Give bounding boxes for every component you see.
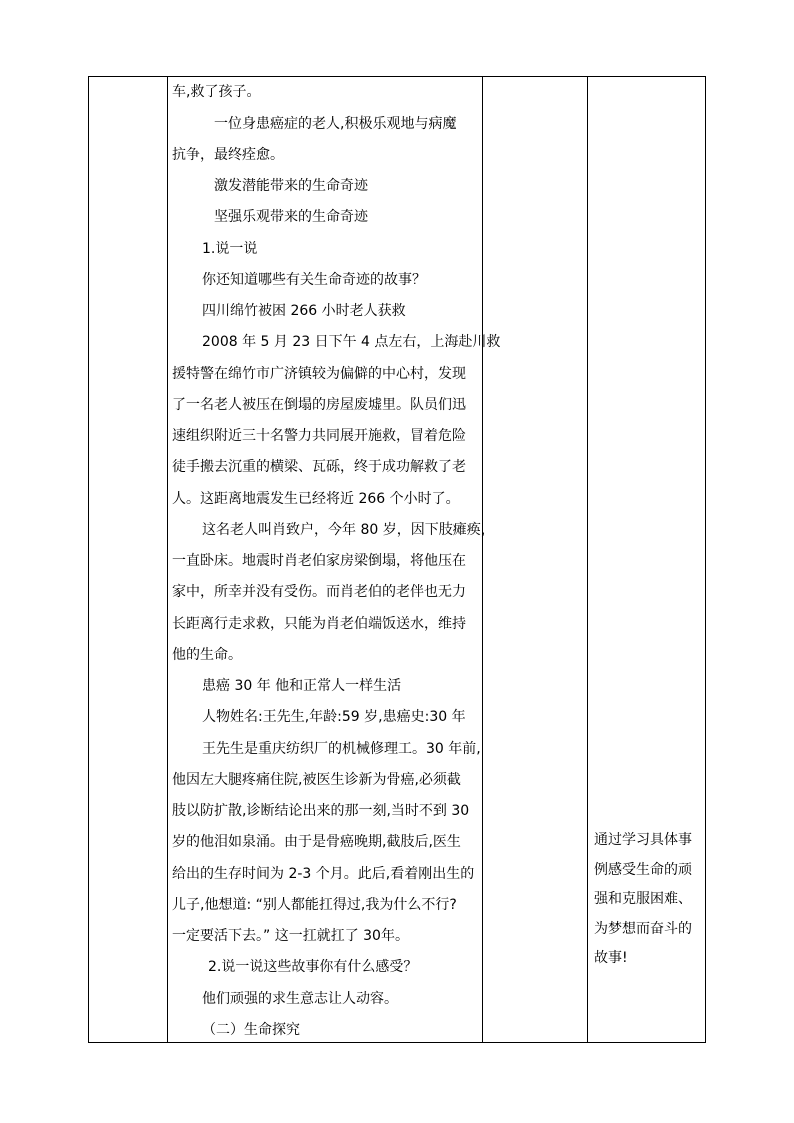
content-line: 速组织附近三十名警力共同展开施救，冒着危险 (172, 428, 466, 444)
content-line: 给出的生存时间为 2-3 个月。此后,看着刚出生的 (172, 866, 475, 882)
table-divider (587, 76, 588, 1043)
content-line: 他因左大腿疼痛住院,被医生诊新为骨癌,必须截 (172, 772, 461, 788)
content-line: 1.说一说 (202, 241, 258, 257)
table-divider (167, 76, 168, 1043)
content-line: 2.说一说这些故事你有什么感受？ (208, 959, 418, 975)
content-line: （二）生命探究 (202, 1022, 300, 1038)
note-line: 为梦想而奋斗的 (594, 920, 692, 937)
content-line: 激发潜能带来的生命奇迹 (214, 178, 368, 194)
content-line: 车,救了孩子。 (172, 84, 261, 100)
content-line: 肢以防扩散,诊断结论出来的那一刻,当时不到 30 (172, 803, 470, 819)
note-line: 强和克服困难、 (594, 891, 692, 907)
content-line: 长距离行走求救，只能为肖老伯端饭送水，维持 (172, 616, 466, 632)
table-divider (482, 76, 483, 1043)
content-line: 坚强乐观带来的生命奇迹 (214, 209, 368, 225)
content-line: 2008 年 5 月 23 日下午 4 点左右，上海赴川救 (202, 334, 501, 350)
content-line: 患癌 30 年 他和正常人一样生活 (202, 678, 402, 694)
content-line: 他的生命。 (172, 647, 242, 663)
content-line: 人物姓名:王先生,年龄:59 岁,患癌史:30 年 (202, 709, 466, 725)
content-line: 他们顽强的求生意志让人动容。 (202, 991, 398, 1007)
note-line: 例感受生命的顽 (594, 861, 692, 878)
note-line: 故事! (594, 950, 628, 966)
design-intent-cell (594, 826, 704, 974)
content-line: 这名老人叫肖致户，今年 80 岁，因下肢瘫痪， (202, 522, 495, 538)
content-line: 岁的他泪如泉涌。由于是骨癌晚期,截肢后,医生 (172, 834, 461, 850)
content-line: 人。这距离地震发生已经将近 266 个小时了。 (172, 491, 460, 507)
content-line: 援特警在绵竹市广济镇较为偏僻的中心村，发现 (172, 366, 466, 382)
content-line: 徒手搬去沉重的横梁、瓦砾，终于成功解救了老 (172, 459, 466, 475)
content-line: 一直卧床。地震时肖老伯家房梁倒塌，将他压在 (172, 553, 466, 569)
content-line: 你还知道哪些有关生命奇迹的故事？ (202, 272, 426, 288)
note-line: 通过学习具体事 (594, 832, 692, 848)
content-line: 儿子,他想道: “别人都能扛得过,我为什么不行? (172, 897, 457, 913)
content-line: 一位身患癌症的老人,积极乐观地与病魔 (214, 116, 457, 132)
content-line: 一定要活下去。” 这一扛就扛了 30年。 (172, 928, 409, 944)
content-line: 抗争，最终痊愈。 (172, 147, 284, 163)
content-line: 王先生是重庆纺织厂的机械修理工。30 年前, (202, 741, 481, 757)
content-line: 了一名老人被压在倒塌的房屋废墟里。队员们迅 (172, 397, 466, 413)
content-line: 家中，所幸并没有受伤。而肖老伯的老伴也无力 (172, 584, 466, 600)
content-line: 四川绵竹被困 266 小时老人获救 (202, 303, 406, 319)
